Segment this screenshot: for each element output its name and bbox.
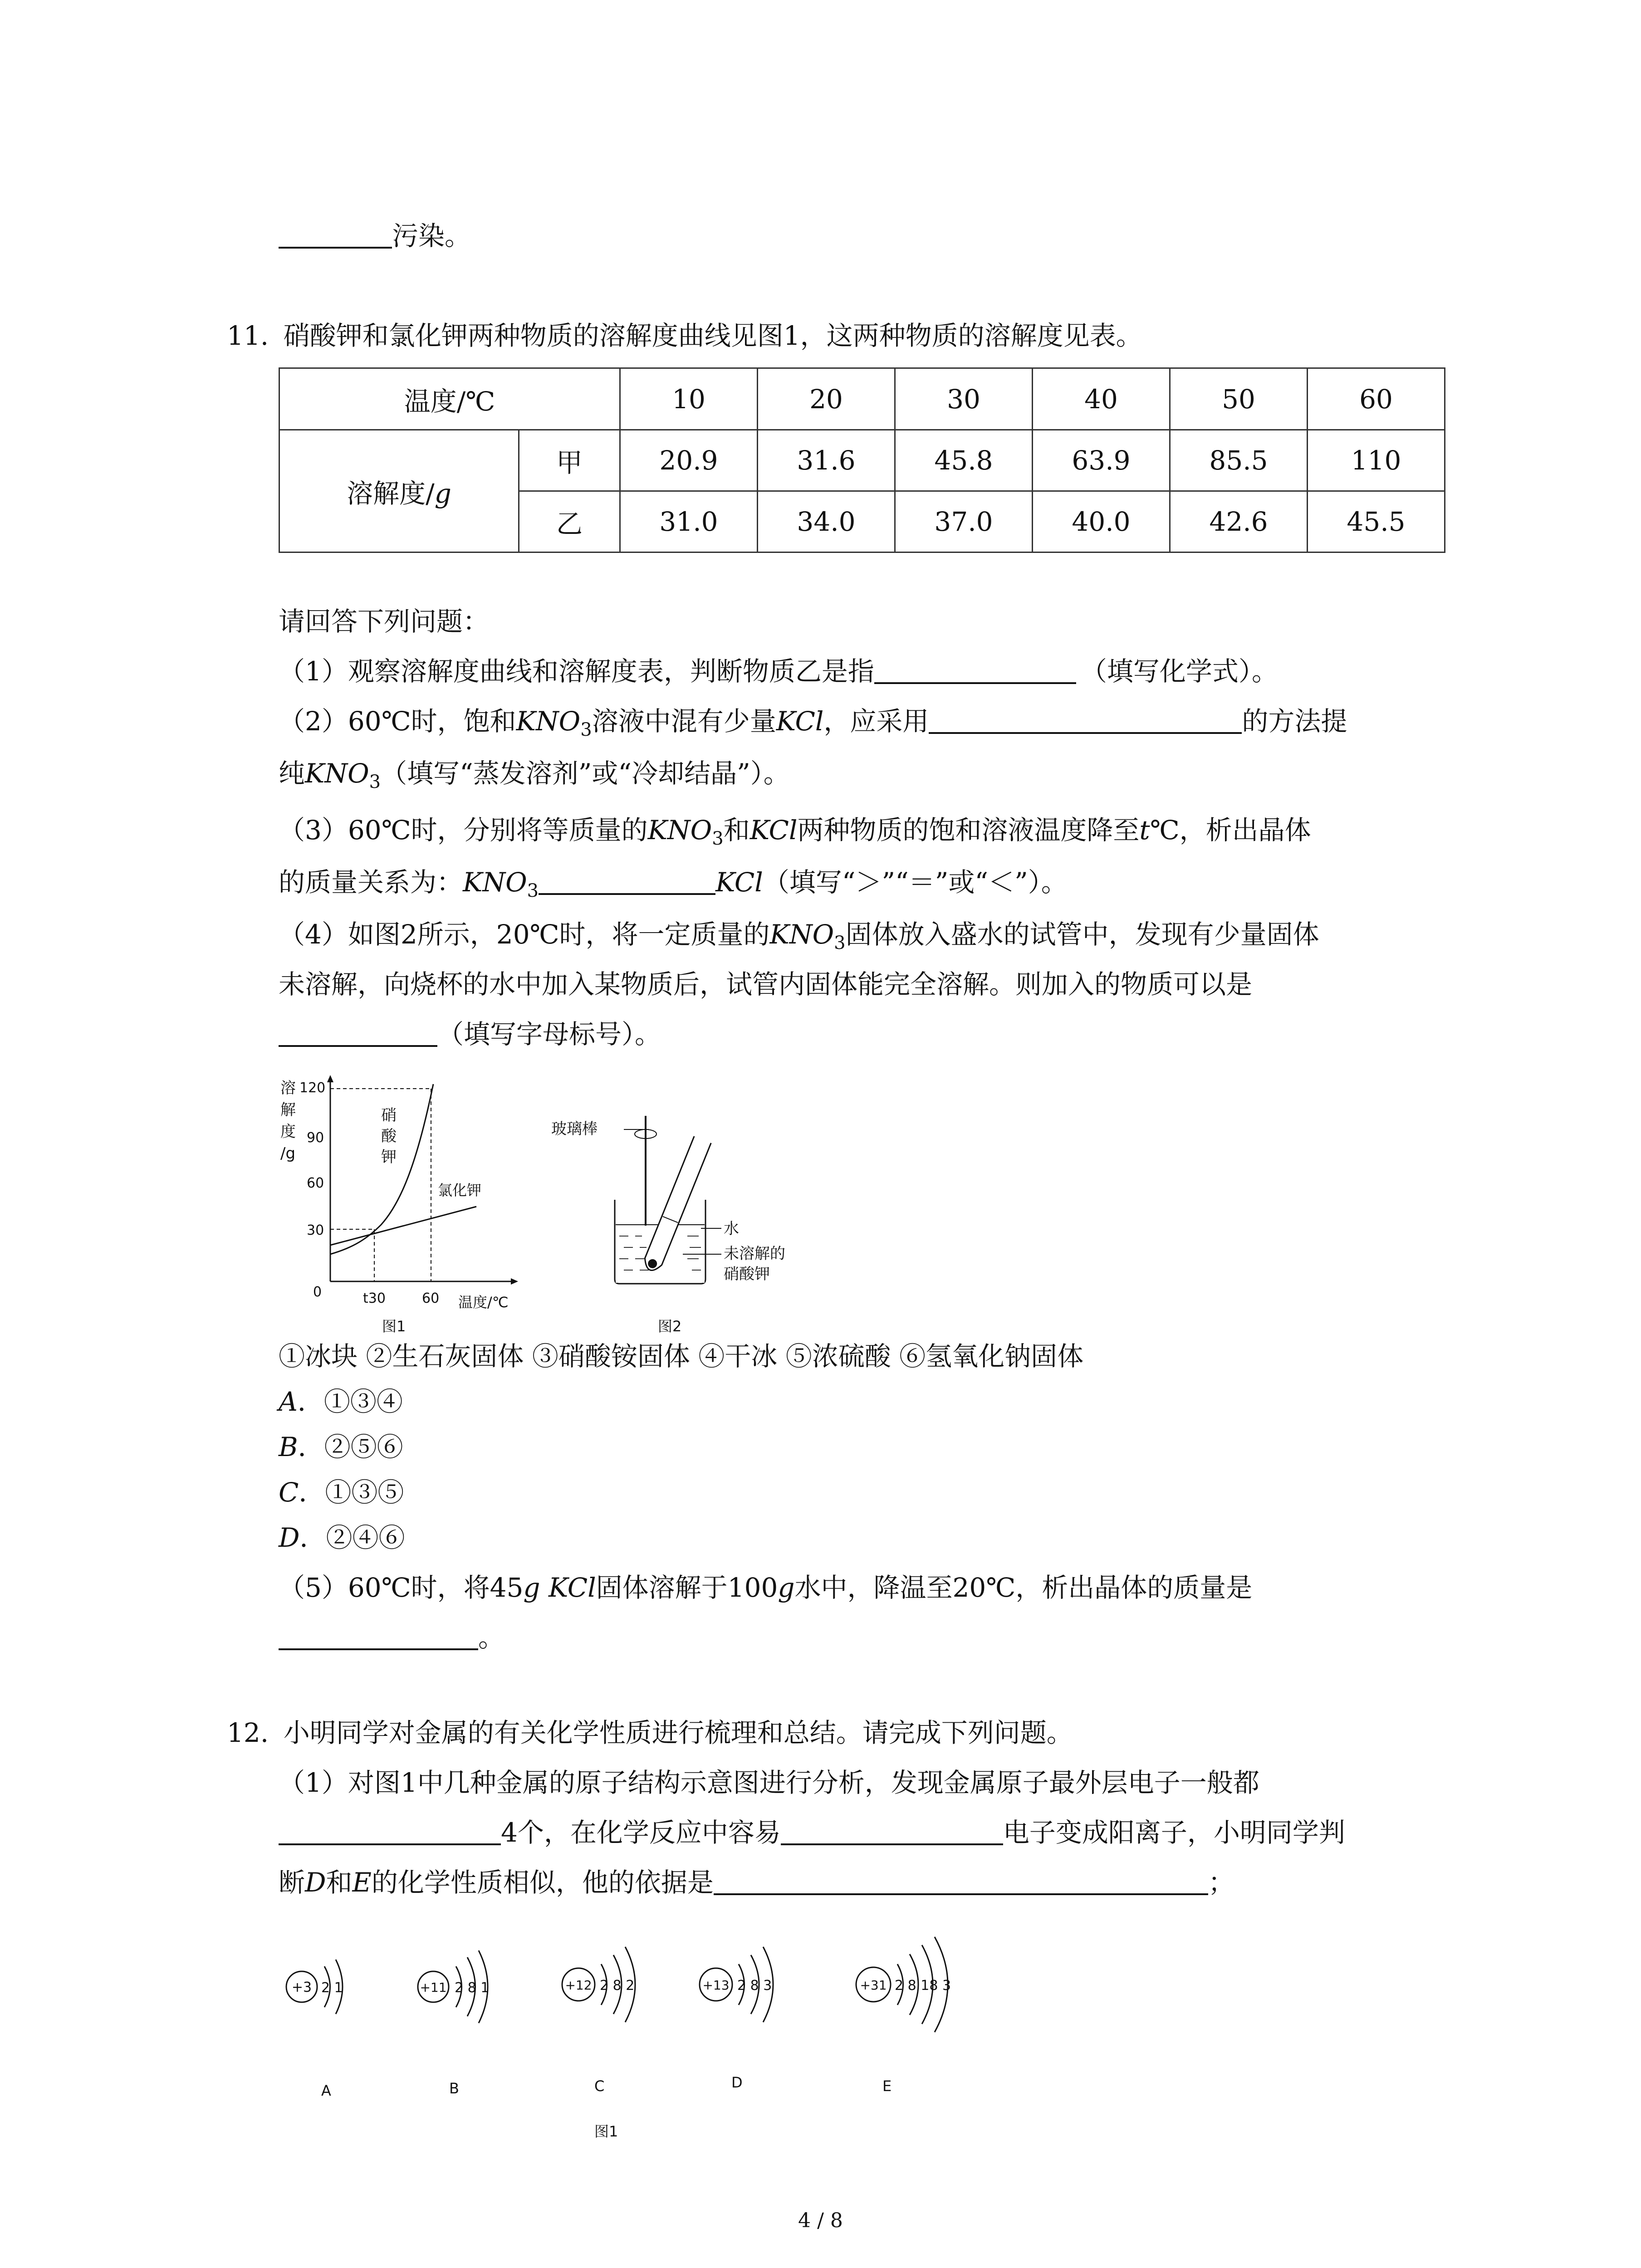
y-axis-label: /g (280, 1144, 296, 1163)
figure-caption: 图2 (658, 1318, 682, 1335)
q12-part1-cont2: 断D和E的化学性质相似，他的依据是 ； (279, 1867, 1234, 1898)
q11-part5: （5）60℃时，将45g KCl固体溶解于100g水中，降温至20℃，析出晶体的质量是 (279, 1572, 1253, 1603)
option-c[interactable]: C．①③⑤ (279, 1477, 404, 1508)
q11-part4: （4）如图2所示，20℃时，将一定质量的$KNO_3$固体放入盛水的试管中，发现有少量固体 (279, 919, 1319, 953)
option-b[interactable]: B．②⑤⑥ (279, 1432, 403, 1462)
atom-label: D (731, 2074, 743, 2091)
answer-blank[interactable] (929, 705, 1242, 734)
x-tick-label: 60 (422, 1290, 440, 1306)
substances-list: ①冰块 ②生石灰固体 ③硝酸铵固体 ④干冰 ⑤浓硫酸 ⑥氢氧化钠固体 (279, 1341, 1084, 1372)
q12-stem: 小明同学对金属的有关化学性质进行梳理和总结。请完成下列问题。 (283, 1717, 1073, 1748)
option-d[interactable]: D．②④⑥ (279, 1522, 405, 1553)
y-tick-label: 60 (307, 1175, 324, 1191)
top-line (279, 218, 471, 254)
table-cell: 31.0 (620, 491, 758, 552)
atom-d (700, 1947, 773, 2091)
solubility-table (279, 367, 1445, 553)
q11-part5-cont: 。 (279, 1619, 505, 1656)
table-row-label: 溶解度/g (279, 430, 519, 552)
nucleus-charge: +3 (291, 1980, 312, 1995)
table-cell: 34.0 (758, 491, 895, 552)
x-axis-arrow (511, 1278, 518, 1285)
atom-label: A (321, 2082, 331, 2099)
atom-e (856, 1937, 951, 2095)
answer-blank[interactable] (279, 1816, 501, 1845)
q12-part1: （1）对图1中几种金属的原子结构示意图进行分析，发现金属原子最外层电子一般都 (279, 1767, 1259, 1798)
page-number: 4 / 8 (798, 2209, 843, 2232)
kno3-label: 酸 (381, 1127, 397, 1145)
answer-blank[interactable] (279, 220, 392, 249)
answer-blank[interactable] (279, 1621, 478, 1650)
atom-label: C (594, 2077, 605, 2095)
y-axis-arrow (327, 1075, 333, 1082)
kno3-label: 硝 (381, 1106, 397, 1124)
answer-blank[interactable] (279, 1018, 437, 1047)
q11-prompt: 请回答下列问题： (279, 606, 490, 637)
nucleus-charge: +11 (420, 1980, 447, 1995)
table-cell: 37.0 (895, 491, 1033, 552)
y-tick-label: 30 (307, 1222, 324, 1238)
table-cell: 42.6 (1170, 491, 1308, 552)
table-cell: 20.9 (620, 430, 758, 491)
q11-stem: 硝酸钾和氯化钾两种物质的溶解度曲线见图1，这两种物质的溶解度见表。 (283, 320, 1142, 351)
answer-blank[interactable] (874, 655, 1076, 684)
q11-part1: （1）观察溶解度曲线和溶解度表，判断物质乙是指 （填写化学式）。 (279, 656, 1278, 687)
table-cell: 45.5 (1308, 491, 1445, 552)
nucleus-charge: +12 (565, 1978, 592, 1993)
shell-electrons: 2 1 (321, 1980, 343, 1996)
y-tick-label: 120 (299, 1080, 326, 1096)
q11-part4-cont: 未溶解，向烧杯的水中加入某物质后，试管内固体能完全溶解。则加入的物质可以是 (279, 969, 1253, 1000)
y-tick-label: 90 (307, 1130, 324, 1146)
atom-label: B (449, 2080, 459, 2097)
solubility-curve-figure (277, 1075, 535, 1338)
table-cell: 110 (1308, 430, 1445, 491)
q12-part1-cont: 4个，在化学反应中容易 电子变成阳离子，小明同学判 (279, 1814, 1345, 1851)
q11-stem-line (227, 318, 1142, 354)
table-cell: 63.9 (1033, 430, 1170, 491)
shell-electrons: 2 8 1 (455, 1980, 490, 1996)
kcl-curve (330, 1207, 476, 1245)
q11-part4-cont2: （填写字母标号）。 (279, 1016, 661, 1052)
answer-blank[interactable] (781, 1816, 1003, 1845)
shell-electrons: 2 8 18 3 (895, 1978, 951, 1994)
q11-number: 11. (227, 320, 269, 351)
shell-electrons: 2 8 3 (737, 1978, 772, 1994)
answer-blank[interactable] (539, 866, 715, 895)
kno3-label: 钾 (381, 1148, 397, 1166)
undissolved-label: 未溶解的 (724, 1245, 785, 1263)
nucleus-charge: +31 (860, 1978, 887, 1993)
q11-part3-cont: 的质量关系为：$KNO_3$ KCl（填写“＞”“＝”或“＜”）。 (279, 867, 1068, 901)
table-temp: 10 (620, 368, 758, 430)
rod-label: 玻璃棒 (551, 1120, 598, 1138)
undissolved-label: 硝酸钾 (724, 1265, 770, 1283)
figure-caption: 图1 (382, 1318, 406, 1335)
table-row-name: 甲 (519, 430, 620, 491)
nucleus-charge: +13 (702, 1978, 730, 1993)
atom-c (562, 1947, 635, 2095)
table-cell: 45.8 (895, 430, 1033, 491)
q11-part3: （3）60℃时，分别将等质量的$KNO_3$和KCl两种物质的饱和溶液温度降至t℃，析出晶体 (279, 815, 1311, 849)
answer-blank[interactable] (714, 1866, 1208, 1895)
table-temp: 20 (758, 368, 895, 430)
table-cell: 31.6 (758, 430, 895, 491)
beaker-figure (551, 1084, 833, 1338)
table-row-name: 乙 (519, 491, 620, 552)
top-text: 污染。 (392, 220, 471, 251)
x-tick-label: t30 (363, 1290, 386, 1306)
y-axis-label: 解 (280, 1101, 296, 1119)
x-axis-label: 温度/℃ (458, 1294, 509, 1311)
q11-part2-cont: 纯$KNO_3$（填写“蒸发溶剂”或“冷却结晶”）。 (279, 758, 790, 792)
q12-stem-line (227, 1715, 1073, 1751)
water-label: 水 (724, 1220, 739, 1238)
y-axis-label: 度 (280, 1123, 296, 1141)
kcl-label: 氯化钾 (438, 1182, 482, 1199)
figure-caption: 图1 (594, 2123, 618, 2140)
table-temp: 40 (1033, 368, 1170, 430)
option-a[interactable]: A．①③④ (279, 1386, 403, 1417)
atom-a (286, 1960, 343, 2099)
table-cell: 40.0 (1033, 491, 1170, 552)
q11-part2: （2）60℃时，饱和$KNO_3$溶液中混有少量KCl，应采用 的方法提 (279, 706, 1347, 740)
table-temp: 60 (1308, 368, 1445, 430)
table-temp: 50 (1170, 368, 1308, 430)
table-cell: 85.5 (1170, 430, 1308, 491)
atom-b (418, 1950, 489, 2097)
table-temp: 30 (895, 368, 1033, 430)
atom-structure-figure (272, 1919, 1043, 2155)
origin-label: 0 (313, 1284, 322, 1300)
table-header-label: 温度/℃ (279, 368, 620, 430)
q12-number: 12. (227, 1717, 269, 1748)
shell-electrons: 2 8 2 (600, 1978, 635, 1994)
atom-label: E (882, 2077, 892, 2095)
y-axis-label: 溶 (280, 1079, 296, 1097)
